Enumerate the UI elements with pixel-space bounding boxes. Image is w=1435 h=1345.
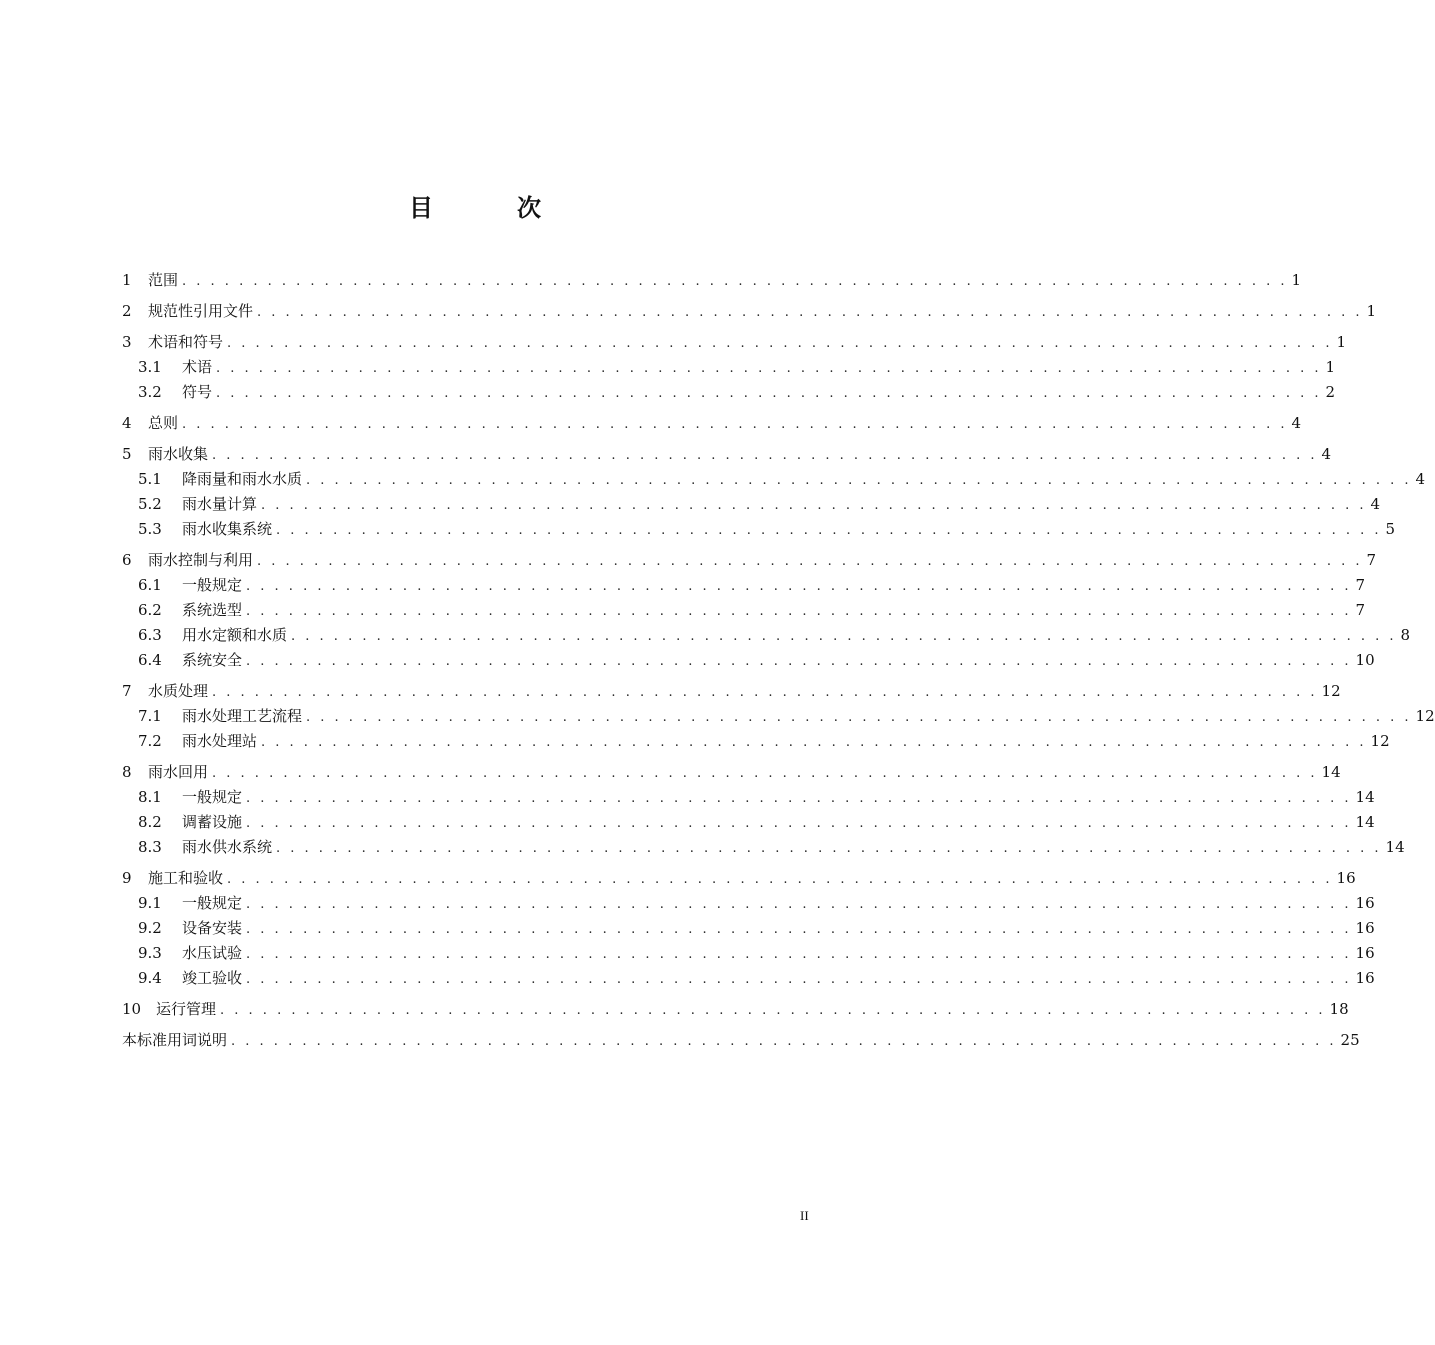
- toc-entry-number: 7.2: [138, 732, 162, 750]
- toc-entry-title: 术语和符号: [148, 333, 224, 351]
- toc-leader-dots: . . . . . . . . . . . . . . . . . . . . . . . . . . . . . . . . . . . . . . . . . . . . . . . . . . . . . . . . . . . . . . . . . . . . . . . . . . . . . .: [216, 386, 1322, 401]
- toc-entry-number: 6.4: [138, 651, 162, 669]
- toc-entry-title: 系统安全: [182, 651, 243, 669]
- toc-entry-title: 雨水控制与利用: [148, 551, 254, 569]
- toc-leader-dots: . . . . . . . . . . . . . . . . . . . . . . . . . . . . . . . . . . . . . . . . . . . . . . . . . . . . . . . . . . . . . . . . . . . . . . . . . . . . . .: [257, 305, 1363, 320]
- toc-entry-title: 符号: [182, 383, 213, 401]
- toc-entry-title: 本标准用词说明: [122, 1031, 228, 1049]
- toc-entry-title: 降雨量和雨水水质: [182, 470, 303, 488]
- toc-entry[interactable]: [122, 548, 1377, 573]
- toc-leader-dots: . . . . . . . . . . . . . . . . . . . . . . . . . . . . . . . . . . . . . . . . . . . . . . . . . . . . . . . . . . . . . . . . . . . . . . . . . . . . . .: [276, 841, 1382, 856]
- toc-leader-dots: . . . . . . . . . . . . . . . . . . . . . . . . . . . . . . . . . . . . . . . . . . . . . . . . . . . . . . . . . . . . . . . . . . . . . . . . . . . . . .: [227, 336, 1333, 351]
- toc-entry-page: 4: [1415, 470, 1426, 488]
- toc-entry-page: 4: [1321, 445, 1332, 463]
- toc-entry-number: 8.1: [138, 788, 162, 806]
- toc-entry-page: 10: [1355, 651, 1375, 669]
- toc-leader-dots: . . . . . . . . . . . . . . . . . . . . . . . . . . . . . . . . . . . . . . . . . . . . . . . . . . . . . . . . . . . . . . . . . . . . . . . . . . . . . .: [246, 922, 1352, 937]
- toc-leader-dots: . . . . . . . . . . . . . . . . . . . . . . . . . . . . . . . . . . . . . . . . . . . . . . . . . . . . . . . . . . . . . . . . . . . . . . . . . . . . . .: [216, 361, 1322, 376]
- toc-leader-dots: . . . . . . . . . . . . . . . . . . . . . . . . . . . . . . . . . . . . . . . . . . . . . . . . . . . . . . . . . . . . . . . . . . . . . . . . . . . . . .: [231, 1034, 1337, 1049]
- toc-entry-page: 7: [1355, 576, 1366, 594]
- toc-entry-number: 6.3: [138, 626, 162, 644]
- toc-entry[interactable]: [122, 941, 1375, 966]
- toc-entry[interactable]: [122, 355, 1336, 380]
- toc-leader-dots: . . . . . . . . . . . . . . . . . . . . . . . . . . . . . . . . . . . . . . . . . . . . . . . . . . . . . . . . . . . . . . . . . . . . . . . . . . . . . .: [261, 498, 1367, 513]
- toc-entry-number: 6.1: [138, 576, 162, 594]
- toc-entry-number: 2: [122, 302, 132, 320]
- toc-leader-dots: . . . . . . . . . . . . . . . . . . . . . . . . . . . . . . . . . . . . . . . . . . . . . . . . . . . . . . . . . . . . . . . . . . . . . . . . . . . . . .: [246, 816, 1352, 831]
- toc-entry[interactable]: [122, 598, 1366, 623]
- toc-entry[interactable]: [122, 442, 1332, 467]
- toc-entry[interactable]: [122, 966, 1375, 991]
- table-of-contents: [122, 268, 1435, 1053]
- toc-entry-page: 4: [1291, 414, 1302, 432]
- toc-entry-number: 7: [122, 682, 132, 700]
- toc-entry[interactable]: [122, 1028, 1360, 1053]
- toc-entry-page: 1: [1336, 333, 1347, 351]
- toc-entry-page: 16: [1355, 969, 1375, 987]
- toc-leader-dots: . . . . . . . . . . . . . . . . . . . . . . . . . . . . . . . . . . . . . . . . . . . . . . . . . . . . . . . . . . . . . . . . . . . . . . . . . . . . . .: [306, 473, 1412, 488]
- toc-entry-title: 水压试验: [182, 944, 243, 962]
- toc-entry[interactable]: [122, 411, 1302, 436]
- toc-entry-page: 1: [1291, 271, 1302, 289]
- toc-entry[interactable]: [122, 517, 1396, 542]
- toc-entry-page: 16: [1355, 894, 1375, 912]
- toc-entry-page: 14: [1355, 813, 1375, 831]
- toc-entry[interactable]: [122, 467, 1426, 492]
- toc-entry-number: 5.1: [138, 470, 162, 488]
- toc-leader-dots: . . . . . . . . . . . . . . . . . . . . . . . . . . . . . . . . . . . . . . . . . . . . . . . . . . . . . . . . . . . . . . . . . . . . . . . . . . . . . .: [182, 417, 1288, 432]
- toc-entry-page: 16: [1355, 919, 1375, 937]
- toc-entry-page: 7: [1355, 601, 1366, 619]
- toc-leader-dots: . . . . . . . . . . . . . . . . . . . . . . . . . . . . . . . . . . . . . . . . . . . . . . . . . . . . . . . . . . . . . . . . . . . . . . . . . . . . . .: [227, 872, 1333, 887]
- toc-entry-number: 8: [122, 763, 132, 781]
- toc-leader-dots: . . . . . . . . . . . . . . . . . . . . . . . . . . . . . . . . . . . . . . . . . . . . . . . . . . . . . . . . . . . . . . . . . . . . . . . . . . . . . .: [212, 448, 1318, 463]
- toc-entry-number: 8.2: [138, 813, 162, 831]
- toc-entry-number: 9.2: [138, 919, 162, 937]
- toc-entry[interactable]: [122, 866, 1356, 891]
- toc-entry[interactable]: [122, 760, 1341, 785]
- toc-entry[interactable]: [122, 729, 1390, 754]
- toc-entry-title: 调蓄设施: [182, 813, 243, 831]
- toc-entry-page: 7: [1366, 551, 1377, 569]
- page-number: II: [800, 1208, 809, 1223]
- toc-entry-title: 雨水处理站: [182, 732, 258, 750]
- toc-entry-page: 12: [1370, 732, 1390, 750]
- toc-leader-dots: . . . . . . . . . . . . . . . . . . . . . . . . . . . . . . . . . . . . . . . . . . . . . . . . . . . . . . . . . . . . . . . . . . . . . . . . . . . . . .: [246, 972, 1352, 987]
- toc-entry-number: 7.1: [138, 707, 162, 725]
- toc-leader-dots: . . . . . . . . . . . . . . . . . . . . . . . . . . . . . . . . . . . . . . . . . . . . . . . . . . . . . . . . . . . . . . . . . . . . . . . . . . . . . .: [246, 791, 1352, 806]
- toc-entry[interactable]: [122, 785, 1375, 810]
- toc-entry-page: 16: [1355, 944, 1375, 962]
- toc-entry[interactable]: [122, 648, 1375, 673]
- toc-entry-page: 4: [1370, 495, 1381, 513]
- toc-entry-number: 4: [122, 414, 132, 432]
- toc-entry-number: 9.1: [138, 894, 162, 912]
- toc-entry-title: 竣工验收: [182, 969, 243, 987]
- toc-entry-page: 12: [1321, 682, 1341, 700]
- toc-entry-number: 6.2: [138, 601, 162, 619]
- toc-entry-page: 25: [1340, 1031, 1360, 1049]
- toc-entry-number: 10: [122, 1000, 142, 1018]
- toc-entry[interactable]: [122, 573, 1366, 598]
- toc-entry-number: 5.3: [138, 520, 162, 538]
- toc-leader-dots: . . . . . . . . . . . . . . . . . . . . . . . . . . . . . . . . . . . . . . . . . . . . . . . . . . . . . . . . . . . . . . . . . . . . . . . . . . . . . .: [246, 604, 1352, 619]
- toc-entry-title: 雨水量计算: [182, 495, 258, 513]
- toc-entry-number: 3: [122, 333, 132, 351]
- toc-entry[interactable]: [122, 997, 1349, 1022]
- toc-entry-title: 规范性引用文件: [148, 302, 254, 320]
- toc-entry-number: 9.4: [138, 969, 162, 987]
- toc-leader-dots: . . . . . . . . . . . . . . . . . . . . . . . . . . . . . . . . . . . . . . . . . . . . . . . . . . . . . . . . . . . . . . . . . . . . . . . . . . . . . .: [257, 554, 1363, 569]
- toc-entry-title: 范围: [148, 271, 179, 289]
- toc-entry-title: 水质处理: [148, 682, 209, 700]
- toc-entry-title: 术语: [182, 358, 213, 376]
- toc-entry-title: 雨水收集: [148, 445, 209, 463]
- toc-leader-dots: . . . . . . . . . . . . . . . . . . . . . . . . . . . . . . . . . . . . . . . . . . . . . . . . . . . . . . . . . . . . . . . . . . . . . . . . . . . . . .: [246, 654, 1352, 669]
- toc-leader-dots: . . . . . . . . . . . . . . . . . . . . . . . . . . . . . . . . . . . . . . . . . . . . . . . . . . . . . . . . . . . . . . . . . . . . . . . . . . . . . .: [306, 710, 1412, 725]
- toc-entry-page: 8: [1400, 626, 1411, 644]
- toc-entry[interactable]: [122, 835, 1405, 860]
- toc-entry-title: 一般规定: [182, 788, 243, 806]
- toc-entry-title: 一般规定: [182, 576, 243, 594]
- toc-entry-title: 用水定额和水质: [182, 626, 288, 644]
- toc-leader-dots: . . . . . . . . . . . . . . . . . . . . . . . . . . . . . . . . . . . . . . . . . . . . . . . . . . . . . . . . . . . . . . . . . . . . . . . . . . . . . .: [276, 523, 1382, 538]
- toc-leader-dots: . . . . . . . . . . . . . . . . . . . . . . . . . . . . . . . . . . . . . . . . . . . . . . . . . . . . . . . . . . . . . . . . . . . . . . . . . . . . . .: [212, 685, 1318, 700]
- toc-entry[interactable]: [122, 268, 1302, 293]
- toc-entry-number: 6: [122, 551, 132, 569]
- toc-entry-title: 雨水收集系统: [182, 520, 273, 538]
- toc-entry-page: 14: [1385, 838, 1405, 856]
- toc-entry-page: 12: [1415, 707, 1435, 725]
- toc-entry-number: 5: [122, 445, 132, 463]
- toc-entry-title: 设备安装: [182, 919, 243, 937]
- toc-entry-page: 5: [1385, 520, 1396, 538]
- toc-entry-number: 5.2: [138, 495, 162, 513]
- toc-entry[interactable]: [122, 916, 1375, 941]
- toc-entry-page: 18: [1329, 1000, 1349, 1018]
- toc-entry[interactable]: [122, 891, 1375, 916]
- toc-entry-title: 一般规定: [182, 894, 243, 912]
- toc-entry[interactable]: [122, 679, 1341, 704]
- toc-entry[interactable]: [122, 704, 1435, 729]
- toc-leader-dots: . . . . . . . . . . . . . . . . . . . . . . . . . . . . . . . . . . . . . . . . . . . . . . . . . . . . . . . . . . . . . . . . . . . . . . . . . . . . . .: [246, 897, 1352, 912]
- toc-entry-number: 1: [122, 271, 132, 289]
- toc-entry-number: 9.3: [138, 944, 162, 962]
- toc-entry-number: 9: [122, 869, 132, 887]
- toc-entry[interactable]: [122, 810, 1375, 835]
- toc-entry-title: 系统选型: [182, 601, 243, 619]
- toc-entry-page: 2: [1325, 383, 1336, 401]
- toc-entry-page: 1: [1366, 302, 1377, 320]
- toc-entry-page: 1: [1325, 358, 1336, 376]
- toc-entry-number: 8.3: [138, 838, 162, 856]
- toc-entry-title: 雨水供水系统: [182, 838, 273, 856]
- toc-leader-dots: . . . . . . . . . . . . . . . . . . . . . . . . . . . . . . . . . . . . . . . . . . . . . . . . . . . . . . . . . . . . . . . . . . . . . . . . . . . . . .: [261, 735, 1367, 750]
- toc-entry-number: 3.2: [138, 383, 162, 401]
- toc-entry-page: 14: [1355, 788, 1375, 806]
- toc-entry-title: 施工和验收: [148, 869, 224, 887]
- toc-leader-dots: . . . . . . . . . . . . . . . . . . . . . . . . . . . . . . . . . . . . . . . . . . . . . . . . . . . . . . . . . . . . . . . . . . . . . . . . . . . . . .: [220, 1003, 1326, 1018]
- page-title: 目 次: [409, 194, 571, 222]
- toc-entry-title: 雨水处理工艺流程: [182, 707, 303, 725]
- toc-entry-title: 运行管理: [156, 1000, 217, 1018]
- toc-leader-dots: . . . . . . . . . . . . . . . . . . . . . . . . . . . . . . . . . . . . . . . . . . . . . . . . . . . . . . . . . . . . . . . . . . . . . . . . . . . . . .: [212, 766, 1318, 781]
- toc-entry-page: 16: [1336, 869, 1356, 887]
- toc-leader-dots: . . . . . . . . . . . . . . . . . . . . . . . . . . . . . . . . . . . . . . . . . . . . . . . . . . . . . . . . . . . . . . . . . . . . . . . . . . . . . .: [182, 274, 1288, 289]
- toc-entry-title: 总则: [148, 414, 179, 432]
- toc-entry-page: 14: [1321, 763, 1341, 781]
- toc-entry-number: 3.1: [138, 358, 162, 376]
- toc-leader-dots: . . . . . . . . . . . . . . . . . . . . . . . . . . . . . . . . . . . . . . . . . . . . . . . . . . . . . . . . . . . . . . . . . . . . . . . . . . . . . .: [246, 579, 1352, 594]
- toc-entry[interactable]: [122, 299, 1377, 324]
- toc-entry-title: 雨水回用: [148, 763, 209, 781]
- toc-entry[interactable]: [122, 623, 1411, 648]
- toc-entry[interactable]: [122, 492, 1381, 517]
- toc-leader-dots: . . . . . . . . . . . . . . . . . . . . . . . . . . . . . . . . . . . . . . . . . . . . . . . . . . . . . . . . . . . . . . . . . . . . . . . . . . . . . .: [246, 947, 1352, 962]
- toc-leader-dots: . . . . . . . . . . . . . . . . . . . . . . . . . . . . . . . . . . . . . . . . . . . . . . . . . . . . . . . . . . . . . . . . . . . . . . . . . . . . . .: [291, 629, 1397, 644]
- toc-entry[interactable]: [122, 380, 1336, 405]
- toc-entry[interactable]: [122, 330, 1347, 355]
